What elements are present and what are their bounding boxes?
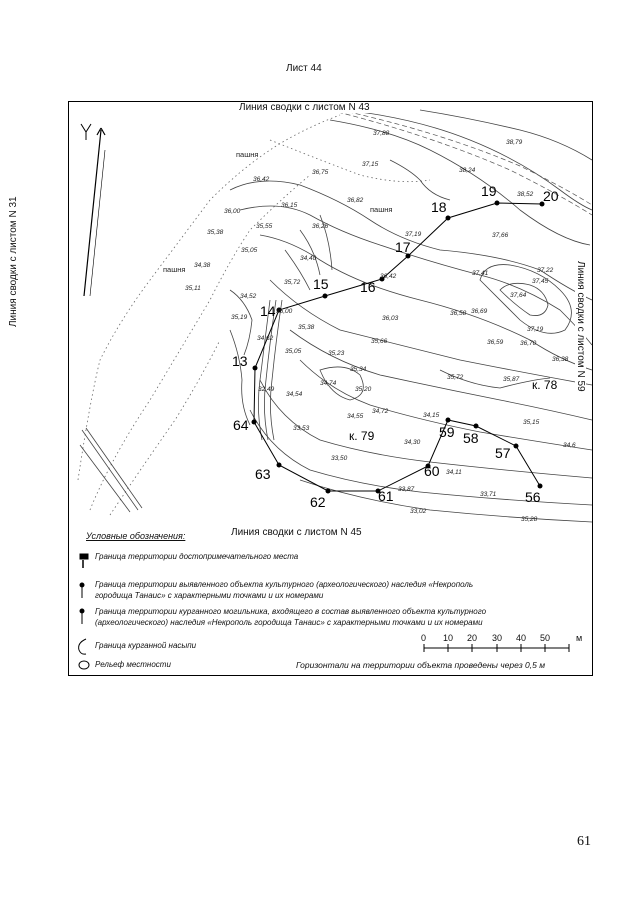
- elevation-mark: 37,22: [537, 267, 554, 274]
- elevation-mark: 36,15: [281, 202, 298, 209]
- road-lines: [80, 428, 142, 512]
- point-label: 14: [260, 303, 276, 319]
- elevation-mark: 36,38: [552, 356, 569, 363]
- point-label: 57: [495, 445, 511, 461]
- scale-unit: м: [576, 633, 583, 643]
- elevation-mark: 34,6: [563, 442, 576, 449]
- elevation-mark: 36,03: [382, 315, 399, 322]
- legend-item: Граница территории достопримечательного места: [95, 552, 299, 561]
- legend-object-boundary-icon: [80, 583, 84, 598]
- elevation-mark: 38,79: [506, 139, 523, 146]
- scale-tick: 20: [467, 633, 478, 643]
- point-label: 62: [310, 494, 326, 510]
- elevation-mark: 34,40: [300, 255, 317, 262]
- field-label: пашня: [370, 205, 393, 214]
- elevation-group: [185, 130, 576, 523]
- kurgan-label: к. 79: [349, 429, 375, 443]
- elevation-mark: 34,74: [320, 380, 337, 387]
- point-label-group: [232, 183, 559, 510]
- point-label: 16: [360, 279, 376, 295]
- elevation-mark: 37,66: [492, 232, 509, 239]
- elevation-mark: 34,11: [446, 469, 462, 476]
- point-label: 63: [255, 466, 271, 482]
- elevation-mark: 36,82: [347, 197, 364, 204]
- elevation-mark: 34,52: [240, 293, 257, 300]
- point-label: 59: [439, 424, 455, 440]
- point-label: 19: [481, 183, 497, 199]
- point-label: 61: [378, 488, 394, 504]
- scale-tick: 0: [421, 633, 427, 643]
- elevation-mark: 36,58: [450, 310, 467, 317]
- legend-item: Граница курганной насыпи: [95, 641, 197, 650]
- north-arrow-icon: [81, 124, 105, 296]
- elevation-mark: 36,59: [487, 339, 504, 346]
- elevation-mark: 35,05: [285, 348, 302, 355]
- contour-lines: [230, 110, 592, 522]
- legend-mound-icon: [79, 639, 86, 654]
- elevation-mark: 33,71: [480, 491, 497, 498]
- edge-label-bottom: Линия сводки с листом N 45: [228, 527, 365, 538]
- elevation-mark: 35,23: [328, 350, 345, 357]
- elevation-mark: 35,72: [284, 279, 301, 286]
- point-label: 58: [463, 430, 479, 446]
- scale-tick: 30: [492, 633, 503, 643]
- point-label: 18: [431, 199, 447, 215]
- site-boundary-dotted: [78, 115, 430, 515]
- elevation-mark: 36,42: [253, 176, 270, 183]
- elevation-mark: 35,55: [256, 223, 273, 230]
- point-label: 15: [313, 276, 329, 292]
- elevation-mark: 32,49: [258, 386, 275, 393]
- elevation-mark: 37,45: [532, 278, 549, 285]
- elevation-mark: 35,72: [447, 374, 464, 381]
- legend-relief-icon: [79, 661, 89, 669]
- elevation-mark: 35,20: [355, 386, 372, 393]
- legend-item: Граница территории курганного могильника, входящего в состав выявленного объекта культурного (археологического) наследия «Некрополь городища Танаис» с характерными точками и их номерами: [95, 607, 487, 627]
- legend-item: Рельеф местности: [95, 660, 171, 669]
- elevation-mark: 36,26: [312, 223, 329, 230]
- legend-symbols: [79, 554, 89, 669]
- elevation-mark: 35,87: [503, 376, 520, 383]
- elevation-mark: 35,19: [231, 314, 248, 321]
- elevation-mark: 33,50: [331, 455, 348, 462]
- contour-note: Горизонтали на территории объекта проведены через 0,5 м: [296, 660, 546, 670]
- point-label: 60: [424, 463, 440, 479]
- elevation-mark: 36,42: [380, 273, 397, 280]
- elevation-mark: 35,66: [371, 338, 388, 345]
- scale-tick: 40: [516, 633, 527, 643]
- point-label: 13: [232, 353, 248, 369]
- elevation-mark: 35,34: [350, 366, 367, 373]
- legend-kurgan-boundary-icon: [80, 609, 84, 624]
- elevation-mark: 37,88: [373, 130, 390, 137]
- elevation-mark: 34,72: [372, 408, 389, 415]
- legend-title: Условные обозначения:: [86, 531, 186, 541]
- elevation-mark: 33,87: [398, 486, 415, 493]
- elevation-mark: 34,54: [286, 391, 303, 398]
- elevation-mark: 34,62: [257, 335, 274, 342]
- elevation-mark: 35,38: [298, 324, 315, 331]
- legend-site-boundary-icon: [80, 554, 88, 568]
- elevation-mark: 36,00: [224, 208, 241, 215]
- elevation-mark: 36,69: [471, 308, 488, 315]
- scale-bar: [424, 644, 569, 652]
- elevation-mark: 34,15: [423, 412, 440, 419]
- elevation-mark: 34,38: [194, 262, 211, 269]
- legend-item: Граница территории выявленного объекта культурного (археологического) наследия «Некрополь городища Танаис» с характерными точками и их номерами: [95, 580, 474, 600]
- point-label: 17: [395, 239, 411, 255]
- elevation-mark: 35,28: [521, 516, 538, 523]
- edge-label-left: Линия сводки с листом N 31: [8, 193, 19, 330]
- field-label: пашня: [236, 150, 259, 159]
- elevation-mark: 35,15: [523, 419, 540, 426]
- elevation-mark: 35,11: [185, 285, 201, 292]
- elevation-mark: 35,00: [276, 308, 293, 315]
- point-label: 20: [543, 188, 559, 204]
- elevation-mark: 34,30: [404, 439, 421, 446]
- field-label: пашня: [163, 265, 186, 274]
- scale-tick: 10: [443, 633, 454, 643]
- point-label: 64: [233, 417, 249, 433]
- elevation-mark: 37,19: [527, 326, 544, 333]
- elevation-mark: 33,02: [410, 508, 427, 515]
- elevation-mark: 38,52: [517, 191, 534, 198]
- elevation-mark: 38,24: [459, 167, 476, 174]
- edge-label-right: Линия сводки с листом N 59: [575, 258, 586, 395]
- kurgan-label: к. 78: [532, 378, 558, 392]
- elevation-mark: 34,55: [347, 413, 364, 420]
- sheet-title: Лист 44: [286, 63, 322, 74]
- point-label: 56: [525, 489, 541, 505]
- elevation-mark: 37,15: [362, 161, 379, 168]
- edge-label-top: Линия сводки с листом N 43: [236, 102, 373, 113]
- scale-tick: 50: [540, 633, 551, 643]
- elevation-mark: 35,05: [241, 247, 258, 254]
- page-number: 61: [577, 834, 591, 849]
- elevation-mark: 36,70: [520, 340, 537, 347]
- elevation-mark: 37,64: [510, 292, 527, 299]
- elevation-mark: 37,19: [405, 231, 422, 238]
- elevation-mark: 35,38: [207, 229, 224, 236]
- elevation-mark: 36,75: [312, 169, 329, 176]
- elevation-mark: 33,53: [293, 425, 310, 432]
- elevation-mark: 37,41: [472, 270, 489, 277]
